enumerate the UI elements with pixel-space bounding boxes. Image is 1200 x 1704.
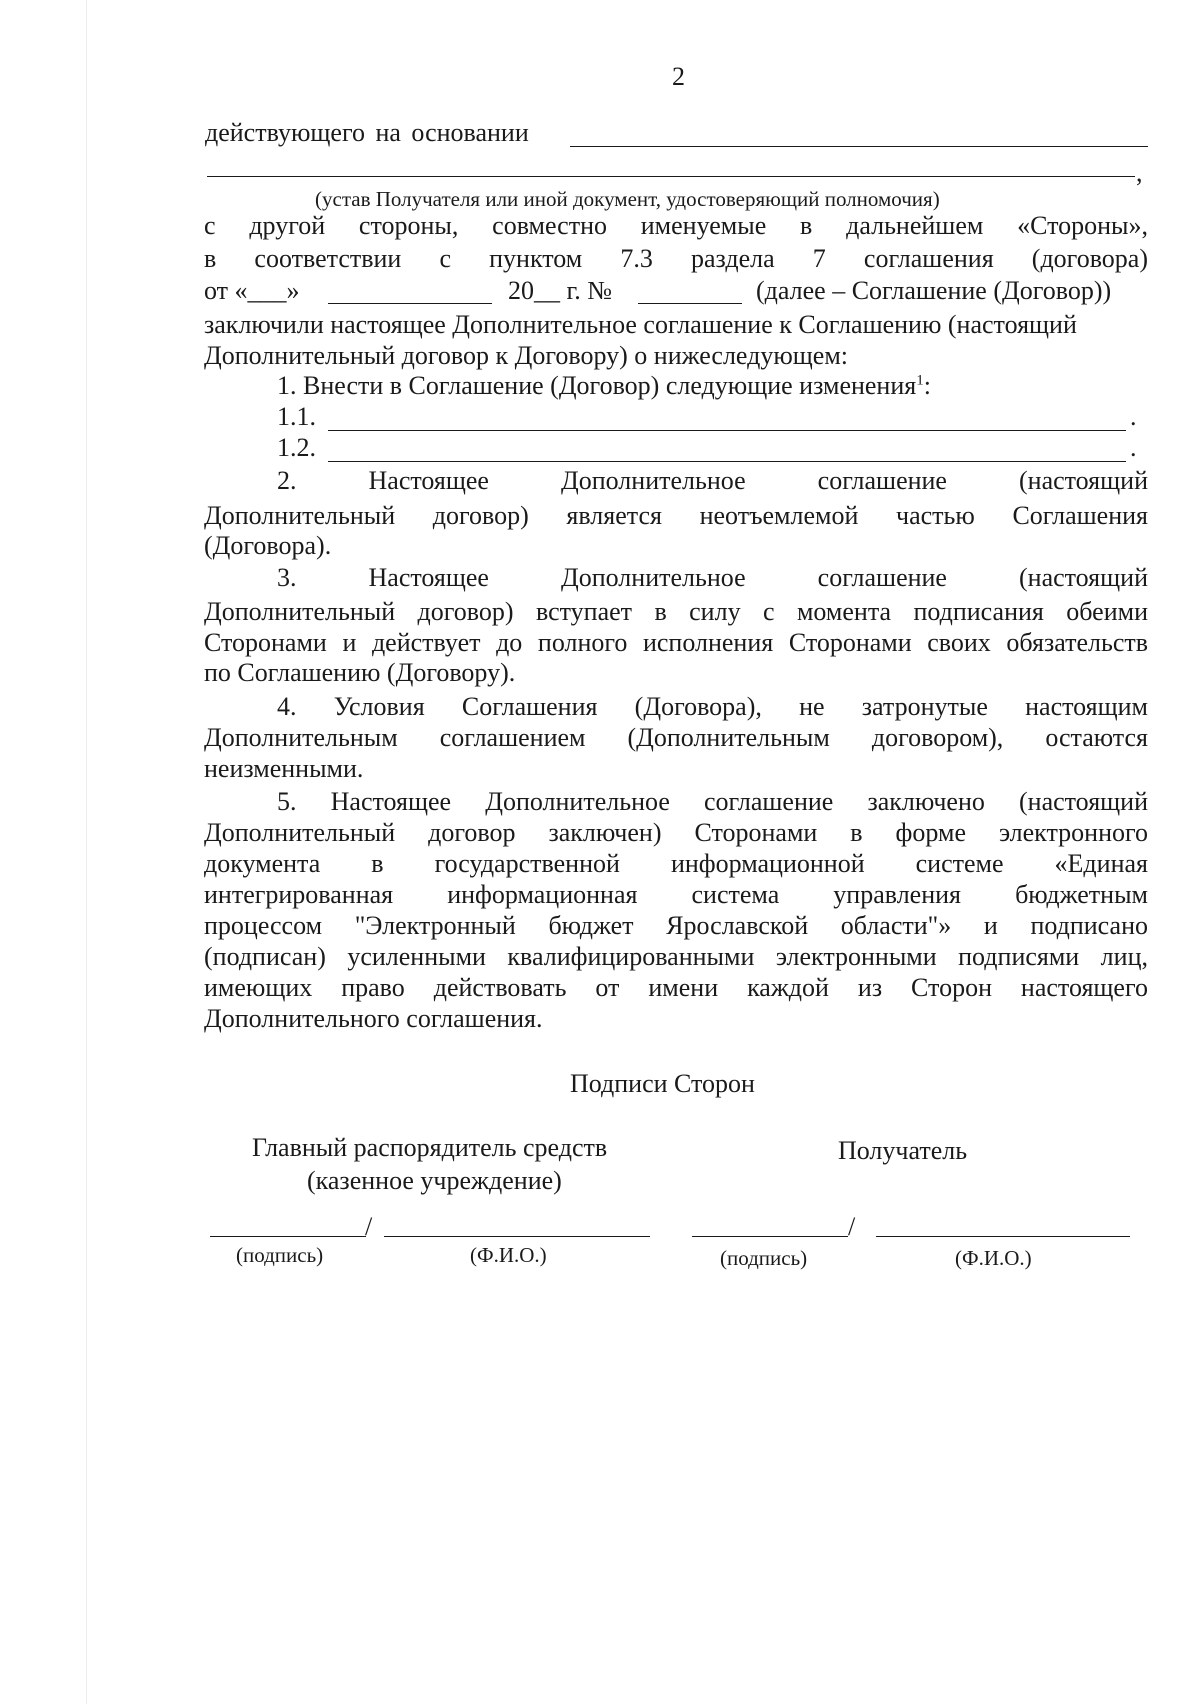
item-5-line-2: Дополнительный договор заключен) Сторонами в форме электронного (204, 818, 1148, 847)
item-2-line-3: (Договора). (204, 531, 332, 560)
item-4-line-1: 4. Условия Соглашения (Договора), не затронутые настоящим (277, 692, 1148, 721)
footnote-mark: 1 (916, 372, 924, 389)
item-5-line-6: (подписан) усиленными квалифицированными электронными подписями лиц, (204, 942, 1148, 971)
right-party: Получатель (838, 1136, 968, 1165)
item-4-line-2: Дополнительным соглашением (Дополнительным договором), остаются (204, 723, 1148, 752)
item-1-1-blank-line (328, 430, 1126, 431)
right-sign-caption: (подпись) (720, 1246, 808, 1270)
right-name-line (876, 1236, 1130, 1237)
date-blank-line (328, 303, 492, 304)
page-number: 2 (672, 62, 685, 91)
item-5-line-1: 5. Настоящее Дополнительное соглашение заключено (настоящий (277, 787, 1148, 816)
right-name-caption: (Ф.И.О.) (955, 1246, 1032, 1270)
item-5-line-7: имеющих право действовать от имени каждой из Сторон настоящего (204, 973, 1148, 1002)
item-2-line-1: 2. Настоящее Дополнительное соглашение (настоящий (277, 466, 1148, 495)
item-1-2-blank-line (328, 461, 1126, 462)
date-year: 20__ г. № (508, 276, 613, 305)
item-5-line-4: интегрированная информационная система управления бюджетным (204, 880, 1148, 909)
left-signature-line (210, 1236, 366, 1237)
number-blank-line (638, 303, 742, 304)
right-signature-line (692, 1236, 848, 1237)
intro-line-1: с другой стороны, совместно именуемые в дальнейшем «Стороны», (204, 211, 1148, 240)
left-party-line-1: Главный распорядитель средств (252, 1133, 608, 1162)
basis-blank-line (570, 146, 1148, 147)
intro-line-2: в соответствии с пунктом 7.3 раздела 7 соглашения (договора) (204, 244, 1148, 273)
signatures-title: Подписи Сторон (570, 1069, 755, 1098)
basis-blank-line-2 (207, 176, 1135, 177)
intro-line-5: Дополнительный договор к Договору) о нижеследующем: (204, 341, 849, 370)
item-5-line-3: документа в государственной информационной системе «Единая (204, 849, 1148, 878)
acting-basis-label: действующего на основании (205, 118, 529, 147)
left-name-line (384, 1236, 650, 1237)
date-from: от «___» (204, 276, 300, 305)
item-1-1-dot: . (1130, 402, 1137, 431)
item-1-2: 1.2. (277, 433, 316, 462)
scan-edge (86, 0, 87, 1704)
item-1-text: 1. Внести в Соглашение (Договор) следующие изменения (277, 371, 917, 400)
item-3-line-4: по Соглашению (Договору). (204, 658, 516, 687)
item-1-colon: : (923, 371, 931, 400)
intro-line-4: заключили настоящее Дополнительное соглашение к Соглашению (настоящий (204, 310, 1077, 339)
left-sign-caption: (подпись) (236, 1243, 324, 1267)
left-party-line-2: (казенное учреждение) (307, 1166, 562, 1195)
item-5-line-5: процессом "Электронный бюджет Ярославской области"» и подписано (204, 911, 1148, 940)
item-3-line-2: Дополнительный договор) вступает в силу с момента подписания обеими (204, 597, 1148, 626)
comma: , (1136, 158, 1143, 187)
item-3-line-1: 3. Настоящее Дополнительное соглашение (настоящий (277, 563, 1148, 592)
left-slash: / (365, 1212, 373, 1241)
item-1-1: 1.1. (277, 402, 316, 431)
item-1-2-dot: . (1130, 433, 1137, 462)
basis-caption: (устав Получателя или иной документ, удостоверяющий полномочия) (315, 187, 940, 211)
date-rest: (далее – Соглашение (Договор)) (756, 276, 1112, 305)
item-1 (277, 371, 931, 401)
item-4-line-3: неизменными. (204, 754, 364, 783)
item-3-line-3: Сторонами и действует до полного исполнения Сторонами своих обязательств (204, 628, 1148, 657)
right-slash: / (848, 1212, 856, 1241)
left-name-caption: (Ф.И.О.) (470, 1243, 547, 1267)
item-5-line-8: Дополнительного соглашения. (204, 1004, 543, 1033)
item-2-line-2: Дополнительный договор) является неотъемлемой частью Соглашения (204, 501, 1148, 530)
